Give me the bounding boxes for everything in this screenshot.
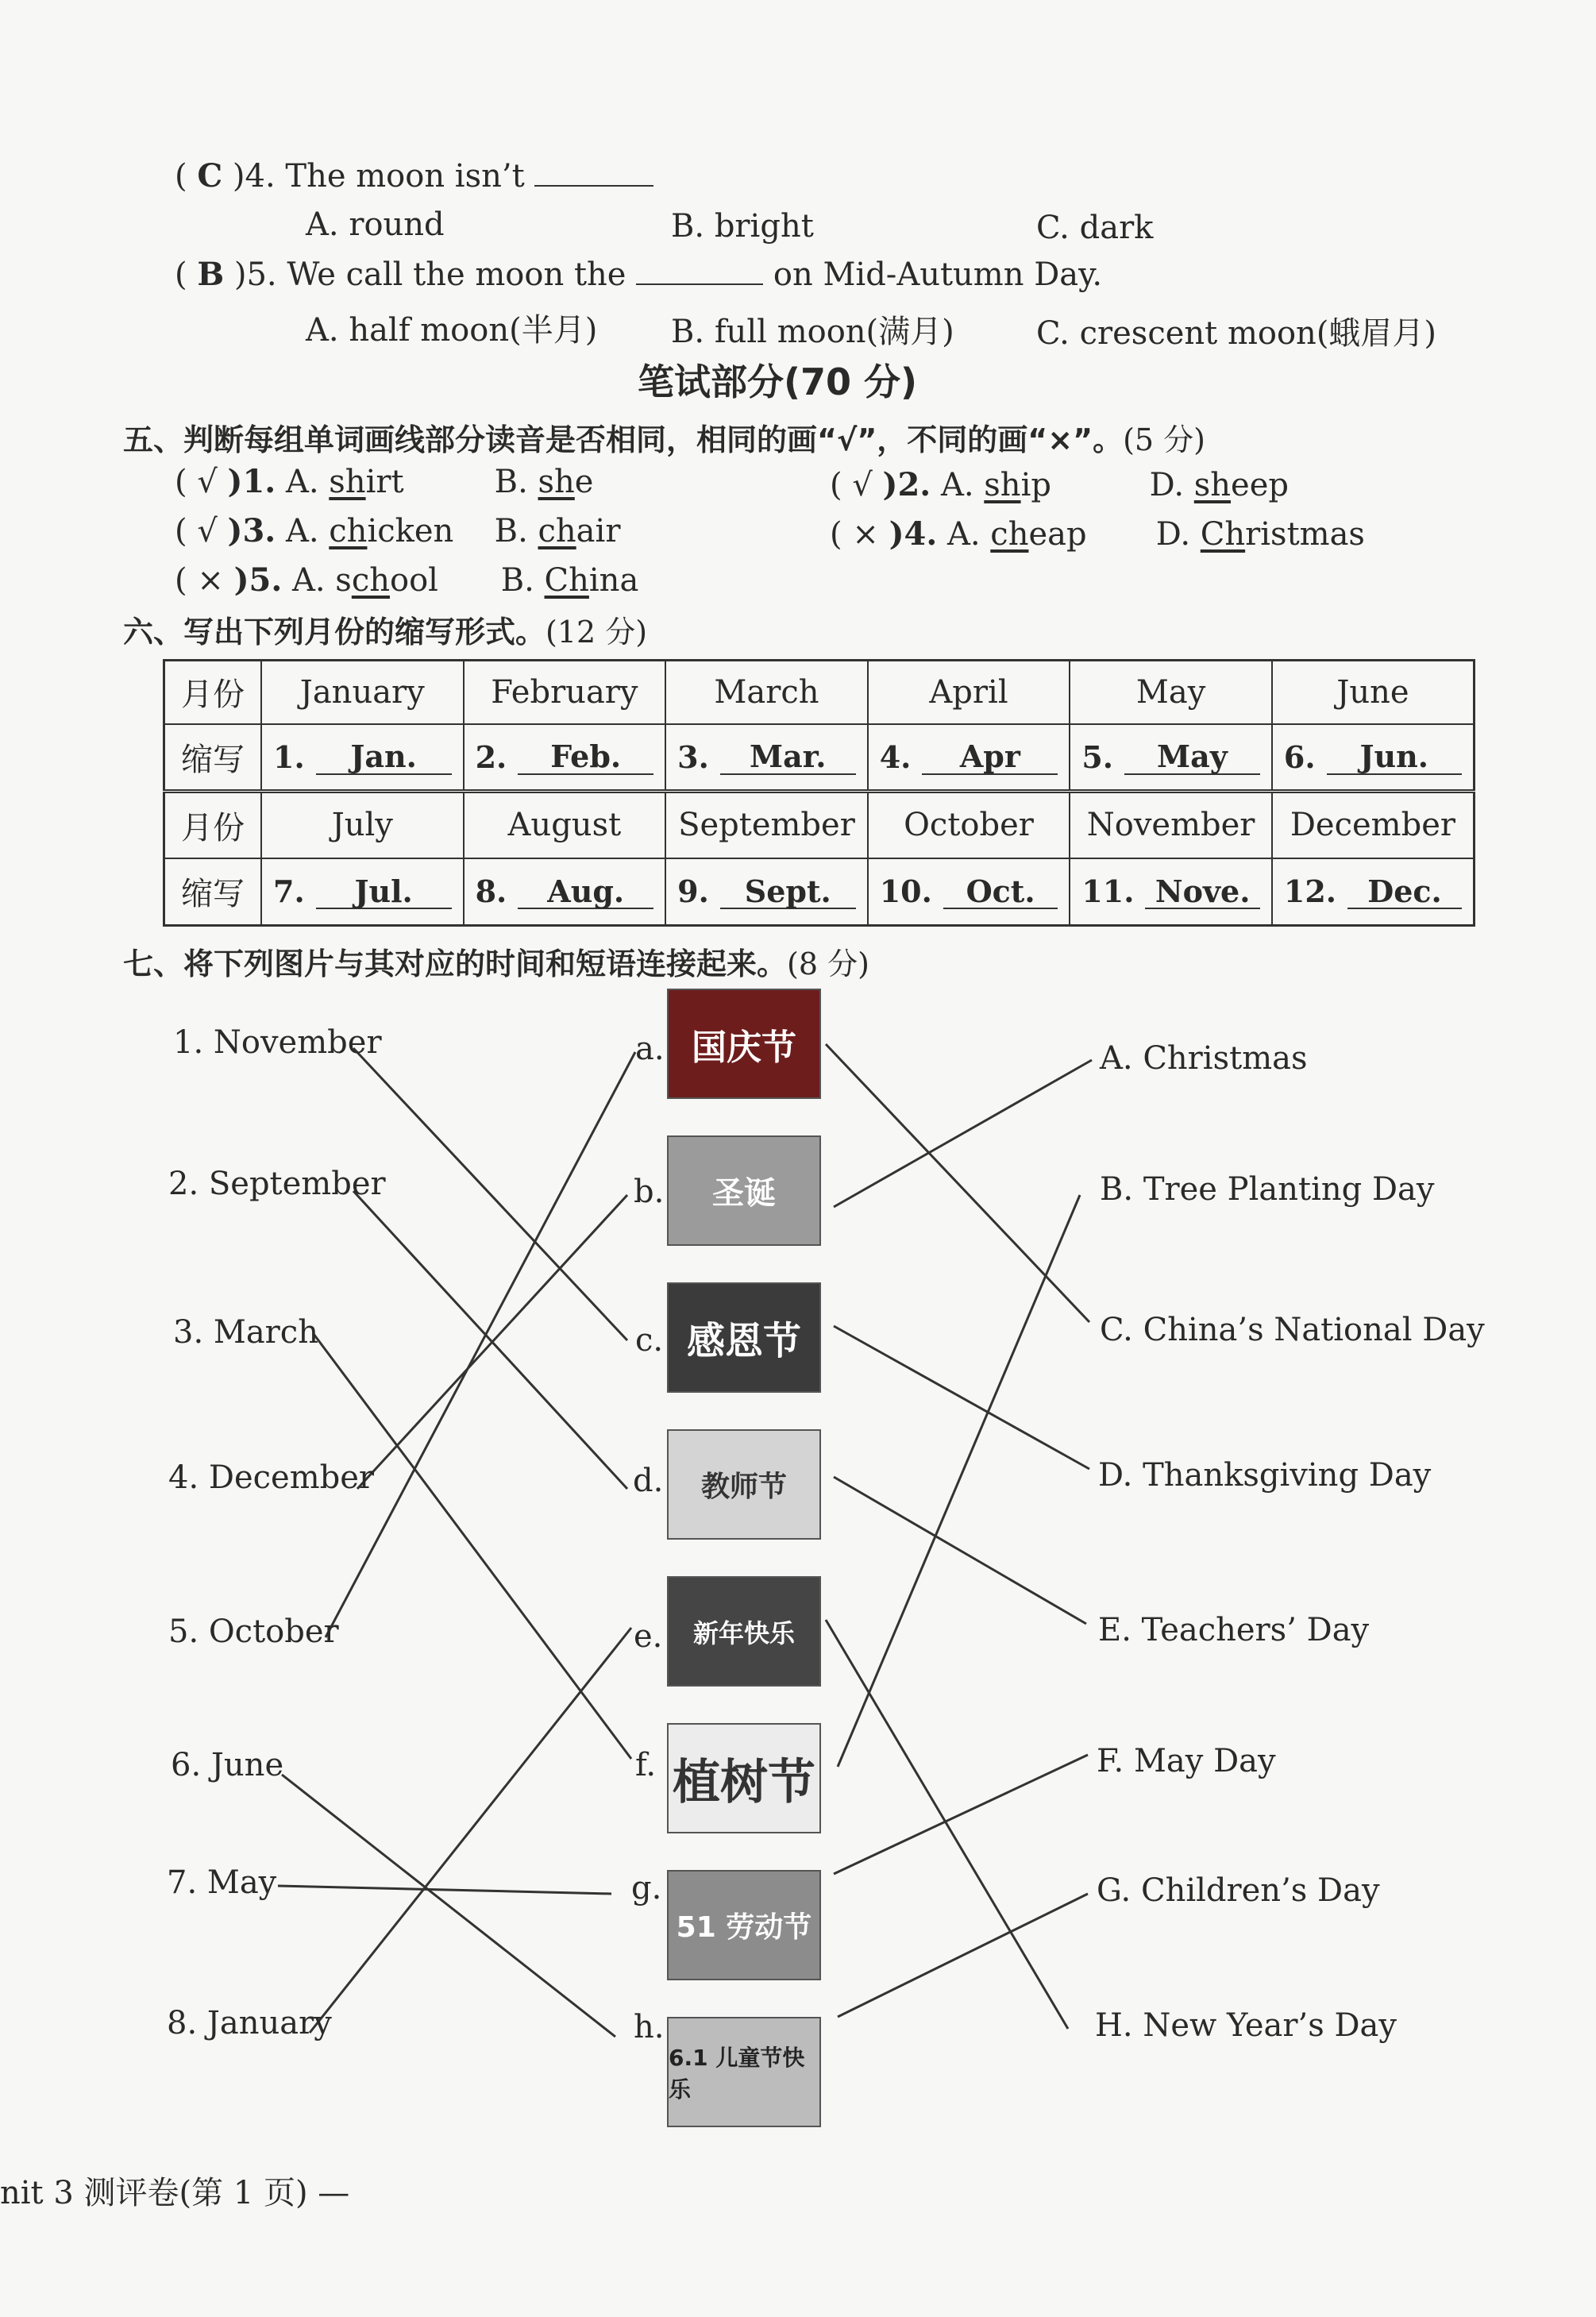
pic-letter-f: f. — [635, 1747, 657, 1783]
s5-b-pre-1: B. — [494, 464, 538, 500]
month-label-1: 月份 — [164, 661, 262, 724]
section6-points: (12 分) — [545, 615, 648, 650]
abbr-num: 9. — [677, 873, 709, 910]
s5-b-u-4: Ch — [1200, 516, 1246, 553]
s5-a-u-1: sh — [329, 464, 366, 500]
s5-b-pre-4: D. — [1155, 516, 1201, 553]
month-cell: January — [261, 661, 464, 724]
s5-num-4: )4. — [889, 515, 938, 553]
mc-question-5: ( B )5. We call the moon the on Mid-Autumn Day. — [175, 256, 1103, 293]
abbr-value: Dec. — [1347, 875, 1462, 910]
month-cell: March — [665, 661, 868, 724]
pic-letter-g: g. — [631, 1870, 662, 1906]
right-item-h: H. New Year’s Day — [1095, 2007, 1397, 2044]
abbr-value: Jan. — [316, 740, 452, 775]
pic-text-f: 植树节 — [673, 1754, 815, 1810]
month-cell: April — [868, 661, 1070, 724]
match-line-f — [838, 1195, 1080, 1767]
s5-b-u-2: sh — [1193, 467, 1232, 503]
s5-a-post-4: eap — [1028, 516, 1087, 553]
s5-a-post-1: irt — [365, 464, 404, 500]
s5-a-u-5: ch — [351, 562, 390, 599]
left-item-6: 6. June — [171, 1747, 284, 1783]
picture-new-year — [667, 1576, 821, 1687]
abbr-num: 5. — [1081, 738, 1113, 775]
abbr-label-2: 缩写 — [164, 858, 262, 926]
pic-text-c: 感恩节 — [686, 1319, 801, 1363]
left-item-7: 7. May — [167, 1864, 277, 1901]
abbr-num: 1. — [273, 738, 305, 775]
pic-text-a: 国庆节 — [692, 1027, 796, 1068]
s5-b-pre-2: D. — [1149, 467, 1194, 503]
month-cell: May — [1070, 661, 1272, 724]
pic-letter-b: b. — [634, 1174, 665, 1210]
pic-text-e: 新年快乐 — [692, 1617, 795, 1648]
match-line-2 — [353, 1191, 627, 1489]
mc-option-5c: C. crescent moon(蛾眉月) — [1036, 315, 1437, 352]
right-item-a: A. Christmas — [1100, 1040, 1308, 1077]
abbr-value: Feb. — [518, 740, 653, 775]
left-item-4: 4. December — [168, 1459, 375, 1496]
match-line-3 — [314, 1334, 631, 1759]
s5-mark-1: √ — [197, 464, 218, 500]
right-item-g: G. Children’s Day — [1097, 1872, 1380, 1909]
match-line-b — [834, 1060, 1092, 1207]
abbr-num: 2. — [475, 738, 507, 775]
match-line-1 — [353, 1048, 627, 1340]
s5-a-pre-5: A. s — [291, 562, 352, 599]
abbr-value: Mar. — [720, 740, 856, 775]
mc-option-5a: A. half moon(半月) — [306, 312, 598, 349]
s5-b-pre-3: B. — [494, 513, 538, 549]
s5-b-pre-5: B. — [500, 562, 545, 599]
picture-teachers-day — [667, 1429, 821, 1540]
match-line-a — [826, 1044, 1089, 1322]
s5-b-post-4: ristmas — [1245, 516, 1365, 553]
pic-text-d: 教师节 — [700, 1471, 787, 1503]
picture-thanksgiving — [667, 1282, 821, 1393]
abbr-value: Oct. — [943, 875, 1058, 910]
s5-a-post-2: ip — [1020, 467, 1051, 503]
match-line-g — [834, 1755, 1088, 1874]
match-line-c — [834, 1326, 1089, 1469]
pic-letter-h: h. — [634, 2009, 665, 2045]
abbr-num: 11. — [1081, 873, 1135, 910]
s5-b-post-1: e — [574, 464, 594, 500]
s5-mark-2: √ — [852, 467, 873, 503]
abbr-value: Aug. — [518, 875, 653, 910]
s5-b-post-5: ina — [588, 562, 639, 599]
picture-tree-planting — [667, 1723, 821, 1833]
s5-mark-5: × — [197, 562, 224, 599]
month-cell: July — [261, 791, 464, 858]
section5-title-text: 五、判断每组单词画线部分读音是否相同，相同的画“√”，不同的画“×”。 — [123, 422, 1124, 457]
pic-letter-e: e. — [634, 1618, 663, 1655]
s5-a-u-2: sh — [984, 467, 1021, 503]
month-cell: August — [464, 791, 666, 858]
mc-option-4b: B. bright — [671, 208, 814, 245]
s5-num-1: )1. — [227, 463, 276, 500]
s5-num-5: )5. — [233, 561, 283, 599]
s5-a-post-3: icken — [367, 513, 454, 549]
mc-option-4c: C. dark — [1036, 210, 1154, 246]
month-label-2: 月份 — [164, 791, 262, 858]
picture-national-day — [667, 989, 821, 1099]
s5-item-5: ( × )5. A. school B. China — [175, 561, 639, 599]
pic-text-g: 51 劳动节 — [676, 1911, 812, 1944]
mc-stem-5a: We call the moon the — [287, 256, 626, 293]
s5-item-3: ( √ )3. A. chicken B. chair — [175, 512, 621, 549]
abbr-num: 3. — [677, 738, 709, 775]
left-item-8: 8. January — [167, 2005, 332, 2041]
mc-stem-5b: on Mid-Autumn Day. — [773, 256, 1103, 293]
s5-num-2: )2. — [882, 466, 931, 503]
mc-num-4: 4. — [245, 158, 276, 195]
left-item-3: 3. March — [173, 1314, 318, 1351]
abbr-num: 7. — [273, 873, 305, 910]
abbr-value: May — [1124, 740, 1260, 775]
match-line-7 — [278, 1886, 611, 1894]
abbr-num: 8. — [475, 873, 507, 910]
s5-a-pre-3: A. — [285, 513, 330, 549]
s5-b-post-3: air — [576, 513, 621, 549]
s5-a-pre-1: A. — [285, 464, 330, 500]
right-item-d: D. Thanksgiving Day — [1098, 1457, 1432, 1494]
s5-a-u-4: ch — [990, 516, 1029, 553]
left-item-1: 1. November — [173, 1024, 382, 1061]
mc-answer-4: C — [197, 157, 223, 195]
match-line-8 — [310, 1628, 631, 2033]
match-line-e — [826, 1620, 1068, 2029]
match-line-d — [834, 1477, 1086, 1624]
month-cell: February — [464, 661, 666, 724]
right-item-c: C. China’s National Day — [1100, 1312, 1485, 1348]
s5-a-pre-2: A. — [940, 467, 985, 503]
right-item-b: B. Tree Planting Day — [1100, 1171, 1435, 1208]
mc-option-4a: A. round — [306, 206, 445, 243]
s5-item-4: ( × )4. A. cheap D. Christmas — [830, 515, 1365, 553]
match-line-6 — [282, 1775, 615, 2037]
section6-title-text: 六、写出下列月份的缩写形式。 — [123, 615, 546, 650]
s5-b-u-5: Ch — [544, 562, 589, 599]
pic-text-h: 6.1 儿童节快乐 — [669, 2044, 805, 2103]
abbr-value: Jun. — [1327, 740, 1462, 775]
left-item-2: 2. September — [168, 1166, 386, 1202]
abbr-label-1: 缩写 — [164, 724, 262, 792]
section7-points: (8 分) — [787, 946, 869, 981]
picture-may-day — [667, 1870, 821, 1980]
abbr-value: Sept. — [720, 875, 856, 910]
pic-letter-d: d. — [633, 1463, 664, 1499]
month-cell: December — [1272, 791, 1475, 858]
section5-points: (5 分) — [1123, 422, 1206, 457]
s5-a-post-5: ool — [389, 562, 438, 599]
picture-childrens-day — [667, 2017, 821, 2127]
pic-text-b: 圣诞 — [712, 1175, 776, 1212]
month-cell: October — [868, 791, 1070, 858]
month-cell: June — [1272, 661, 1475, 724]
abbr-value: Apr — [922, 740, 1058, 775]
right-item-f: F. May Day — [1097, 1743, 1276, 1779]
abbr-value: Jul. — [316, 875, 452, 910]
abbr-num: 4. — [879, 738, 912, 775]
abbr-num: 10. — [879, 873, 932, 910]
mc-question-4: ( C )4. The moon isn’t — [175, 157, 653, 195]
abbr-value: Nove. — [1145, 875, 1259, 910]
month-cell: September — [665, 791, 868, 858]
s5-mark-4: × — [852, 516, 879, 553]
s5-b-u-3: ch — [538, 513, 576, 549]
mc-num-5: 5. — [246, 256, 277, 293]
abbr-num: 6. — [1283, 738, 1316, 775]
section7-title-text: 七、将下列图片与其对应的时间和短语连接起来。 — [123, 946, 788, 981]
written-part-title: 笔试部分(70 分) — [638, 360, 918, 403]
mc-option-5b: B. full moon(满月) — [671, 314, 954, 350]
month-cell: November — [1070, 791, 1272, 858]
s5-a-u-3: ch — [329, 513, 368, 549]
s5-item-2: ( √ )2. A. ship D. sheep — [830, 466, 1289, 503]
s5-a-pre-4: A. — [946, 516, 991, 553]
left-item-5: 5. October — [168, 1613, 339, 1650]
picture-christmas — [667, 1135, 821, 1246]
s5-b-u-1: sh — [538, 464, 575, 500]
mc-stem-4: The moon isn’t — [285, 158, 525, 195]
abbr-num: 12. — [1283, 873, 1337, 910]
pic-letter-a: a. — [635, 1031, 665, 1067]
match-line-5 — [326, 1052, 635, 1637]
s5-item-1: ( √ )1. A. shirt B. she — [175, 463, 594, 500]
pic-letter-c: c. — [635, 1322, 664, 1359]
s5-b-post-2: eep — [1231, 467, 1289, 503]
page-footer: nit 3 测评卷(第 1 页) — — [0, 2175, 350, 2211]
right-item-e: E. Teachers’ Day — [1098, 1612, 1370, 1648]
s5-num-3: )3. — [227, 512, 276, 549]
s5-mark-3: √ — [197, 513, 218, 549]
mc-answer-5: B — [197, 256, 225, 293]
